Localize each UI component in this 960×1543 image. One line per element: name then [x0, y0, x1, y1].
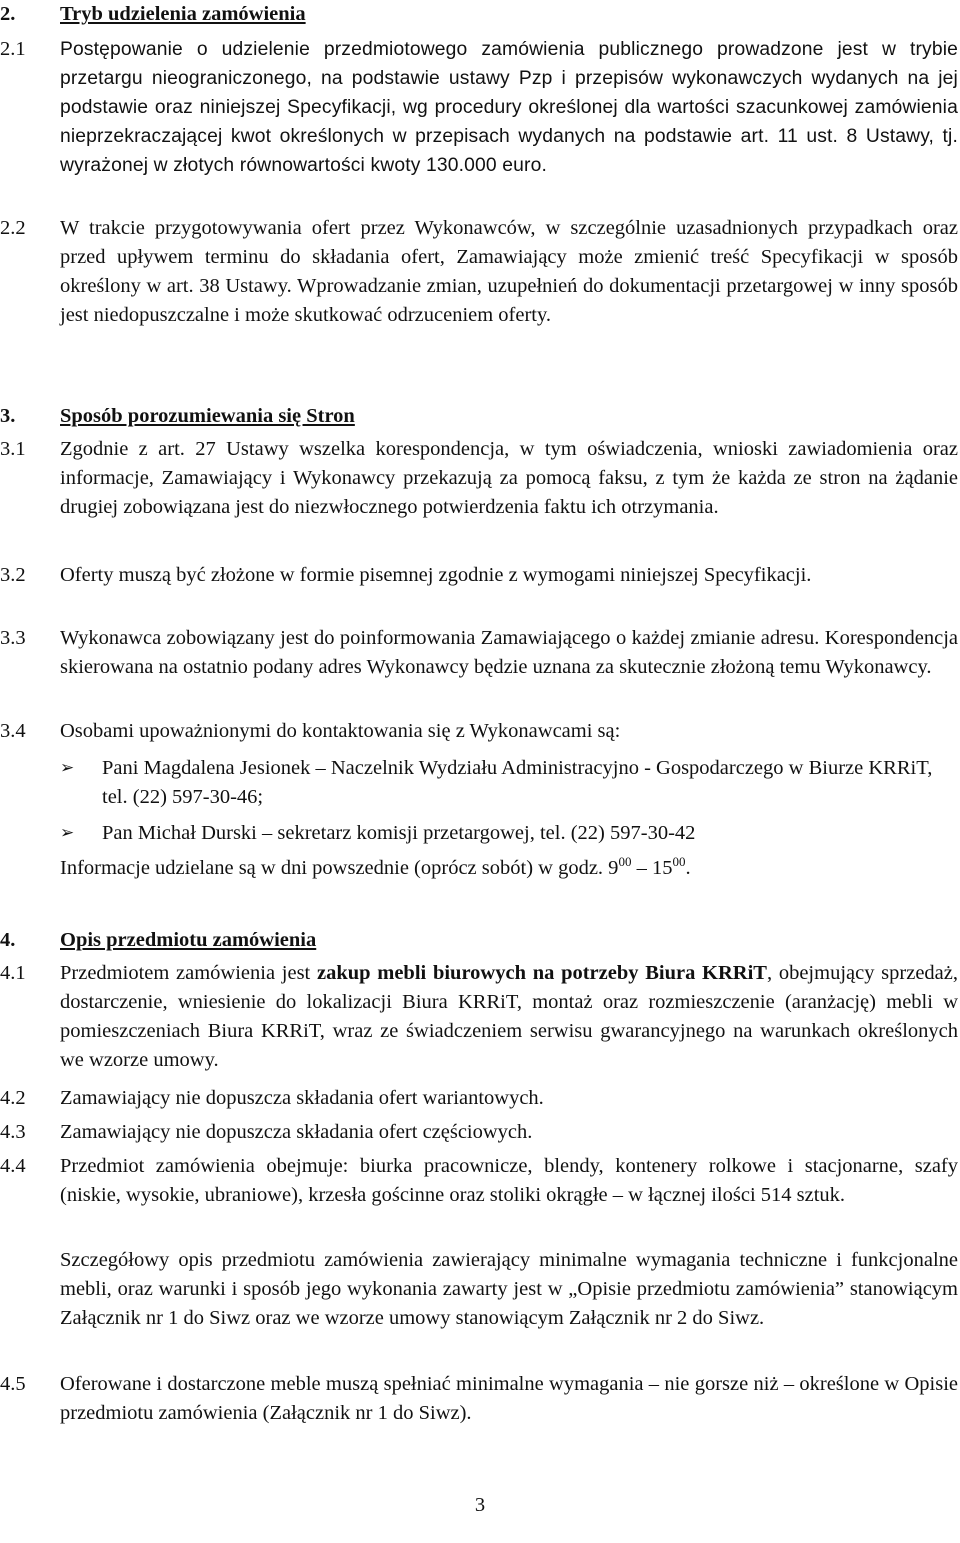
paragraph-text: Osobami upoważnionymi do kontaktowania się z Wykonawcami są:	[60, 720, 621, 742]
office-hours	[60, 854, 958, 883]
paragraph-3-4	[0, 717, 958, 746]
paragraph-text: Zamawiający nie dopuszcza składania ofert wariantowych.	[60, 1087, 544, 1109]
paragraph-number: 4.4	[0, 1155, 26, 1177]
paragraph-2-2	[0, 214, 958, 330]
paragraph-number: 4.5	[0, 1373, 26, 1395]
paragraph-number: 3.3	[0, 627, 26, 649]
paragraph-3-2	[0, 561, 958, 590]
section-4-heading	[0, 926, 316, 955]
section-title: Tryb udzielenia zamówienia	[60, 3, 306, 25]
paragraph-number: 2.2	[0, 217, 26, 239]
section-3-heading	[0, 402, 355, 431]
section-title: Opis przedmiotu zamówienia	[60, 929, 317, 951]
page-number: 3	[474, 1494, 486, 1516]
paragraph-3-1	[0, 435, 958, 522]
paragraph-text: W trakcie przygotowywania ofert przez Wykonawców, w szczególnie uzasadnionych przypadkach oraz przed upływem terminu do składania ofert, Zamawiający może zmienić treść Specyfikacji w sposób określony w art. 38 Ustawy. Wprowadzanie zmian, uzupełnień do dokumentacji przetargowej w inny sposób jest niedopuszczalne i może skutkować odrzuceniem oferty.	[60, 217, 958, 326]
paragraph-text: Zgodnie z art. 27 Ustawy wszelka korespondencja, w tym oświadczenia, wnioski zawiadomienia oraz informacje, Zamawiający i Wykonawcy przekazują za pomocą faksu, z tym że każda ze stron na żądanie drugiej zobowiązana jest do niezwłocznego potwierdzenia faktu ich otrzymania.	[60, 438, 958, 518]
paragraph-number: 4.2	[0, 1087, 26, 1109]
paragraph-text: Wykonawca zobowiązany jest do poinformowania Zamawiającego o każdej zmianie adresu. Korespondencja skierowana na ostatnio podany adres Wykonawcy będzie uznana za skutecznie złożoną temu Wykonawcy.	[60, 627, 958, 678]
bullet-text: Pan Michał Durski – sekretarz komisji przetargowej, tel. (22) 597-30-42	[102, 822, 696, 844]
contact-bullet-1	[60, 754, 958, 812]
paragraph-text: Przedmiot zamówienia obejmuje: biurka pracownicze, blendy, kontenery rolkowe i stacjonarne, szafy (niskie, wysokie, ubraniowe), krzesła gościnne oraz stoliki okrągłe – w łącznej ilości 514 sztuk.	[60, 1155, 958, 1206]
hours-end-minutes: 00	[672, 854, 686, 870]
paragraph-4-5	[0, 1370, 958, 1428]
paragraph-4-3	[0, 1118, 958, 1147]
paragraph-number: 3.2	[0, 564, 26, 586]
hours-text: Informacje udzielane są w dni powszednie (oprócz sobót) w godz. 9	[60, 857, 619, 879]
text-run: , obejmujący sprzedaż, dostarczenie, wniesienie do lokalizacji Biura KRRiT, montaż oraz rozmieszczenie (aranżację) mebli w pomieszczeniach Biura KRRiT, wraz ze świadczeniem serwisu gwarancyjnego na warunkach określonych we wzorze umowy.	[60, 962, 959, 1071]
arrow-bullet-icon: ➢	[60, 823, 75, 843]
paragraph-2-1	[0, 35, 958, 180]
section-number: 4.	[0, 929, 16, 951]
section-2-heading	[0, 0, 306, 29]
paragraph-3-3	[0, 624, 958, 682]
paragraph-number: 3.4	[0, 720, 26, 742]
paragraph-4-4	[0, 1152, 958, 1210]
bullet-text: Pani Magdalena Jesionek – Naczelnik Wydziału Administracyjno - Gospodarczego w Biurze KRRiT, tel. (22) 597-30-46;	[102, 757, 933, 808]
section-number: 2.	[0, 3, 16, 25]
paragraph-number: 4.3	[0, 1121, 26, 1143]
paragraph-4-1	[0, 959, 958, 1075]
paragraph-4-2	[0, 1084, 958, 1113]
section-title: Sposób porozumiewania się Stron	[60, 405, 355, 427]
text-run: Przedmiotem zamówienia jest	[60, 962, 317, 984]
arrow-bullet-icon: ➢	[60, 758, 75, 778]
paragraph-text: Zamawiający nie dopuszcza składania ofert częściowych.	[60, 1121, 533, 1143]
paragraph-4-4-details: Szczegółowy opis przedmiotu zamówienia zawierający minimalne wymagania techniczne i funkcjonalne mebli, oraz warunki i sposób jego wykonania zawarty jest w „Opisie przedmiotu zamówienia” stanowiącym Załącznik nr 1 do Siwz oraz we wzorze umowy stanowiącym Załącznik nr 2 do Siwz.	[60, 1249, 958, 1329]
paragraph-number: 2.1	[0, 38, 26, 60]
paragraph-text: Postępowanie o udzielenie przedmiotowego zamówienia publicznego prowadzone jest w trybie przetargu nieograniczonego, na podstawie ustawy Pzp i przepisów wykonawczych wydanych na jej podstawie oraz niniejszej Specyfikacji, wg procedury określonej dla wartości szacunkowej zamówienia nieprzekraczającej kwot określonych w przepisach wydanych na podstawie art. 11 ust. 8 Ustawy, tj. wyrażonej w złotych równowartości kwoty 130.000 euro.	[60, 39, 958, 176]
section-number: 3.	[0, 405, 16, 427]
paragraph-number: 4.1	[0, 962, 26, 984]
bold-subject: zakup mebli biurowych na potrzeby Biura KRRiT	[316, 962, 767, 984]
hours-separator: – 15	[631, 857, 673, 879]
paragraph-text	[60, 959, 958, 1075]
hours-end: .	[685, 857, 691, 879]
paragraph-text: Oferowane i dostarczone meble muszą spełniać minimalne wymagania – nie gorsze niż – określone w Opisie przedmiotu zamówienia (Załącznik nr 1 do Siwz).	[60, 1373, 958, 1424]
hours-start-minutes: 00	[618, 854, 632, 870]
paragraph-text: Oferty muszą być złożone w formie pisemnej zgodnie z wymogami niniejszej Specyfikacji.	[60, 564, 812, 586]
contact-bullet-2	[60, 819, 958, 848]
paragraph-number: 3.1	[0, 438, 26, 460]
